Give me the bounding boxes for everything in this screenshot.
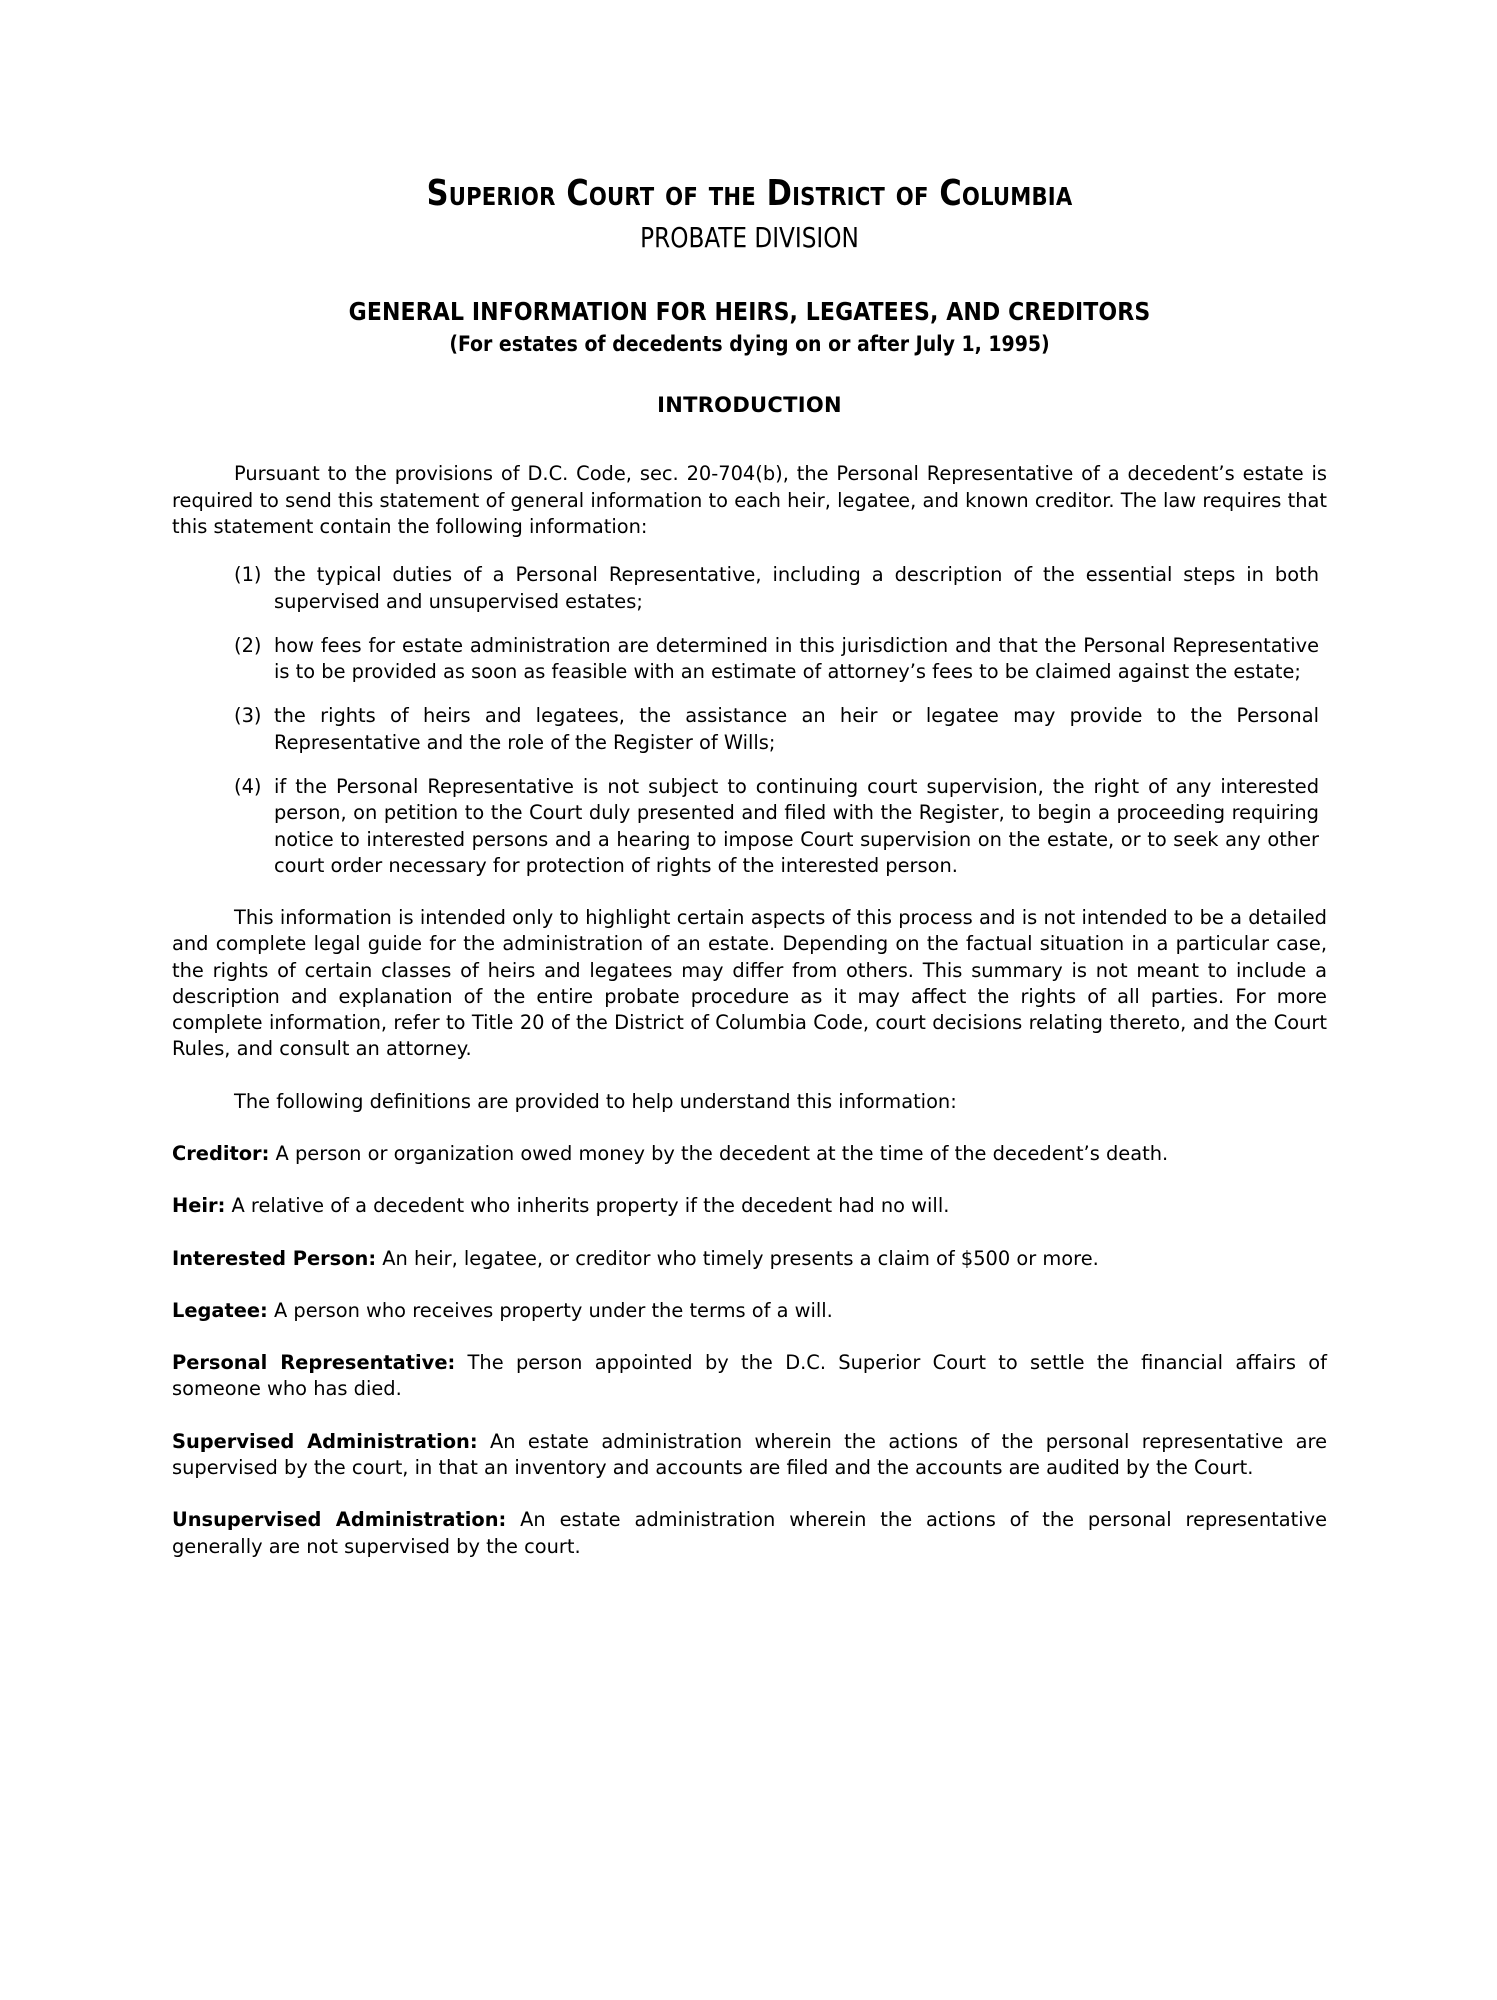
definition-entry <box>172 1429 1327 1482</box>
intro-paragraph-2: This information is intended only to highlight certain aspects of this process and is not intended to be a detailed and complete legal guide for the administration of an estate. Depending on the factual situation in a particular case, the rights of certain classes of heirs and legatees may differ from others. This summary is not meant to include a description and explanation of the entire probate procedure as it may affect the rights of all parties. For more complete information, refer to Title 20 of the District of Columbia Code, court decisions relating thereto, and the Court Rules, and consult an attorney. <box>172 906 1327 1061</box>
list-item <box>234 633 1319 686</box>
division-subtitle: PROBATE DIVISION <box>640 221 859 254</box>
definition-term: Creditor: <box>172 1142 270 1166</box>
list-item-text: the rights of heirs and legatees, the assistance an heir or legatee may provide to the Personal Representative and the role of the Register of Wills; <box>274 704 1319 754</box>
definition-term: Legatee: <box>172 1298 268 1322</box>
section-heading-introduction: INTRODUCTION <box>657 393 842 418</box>
definition-entry <box>172 1507 1327 1560</box>
definition-text: An estate administration wherein the actions of the personal representative generally are not supervised by the court. <box>172 1508 1327 1558</box>
definition-entry <box>172 1246 1327 1272</box>
definition-term: Supervised Administration: <box>172 1429 478 1453</box>
definition-text: A relative of a decedent who inherits property if the decedent had no will. <box>225 1194 950 1218</box>
requirements-list <box>172 562 1327 879</box>
list-item-marker: (1) <box>234 563 262 587</box>
list-item-marker: (2) <box>234 633 262 657</box>
list-item <box>234 703 1319 756</box>
definition-term: Heir: <box>172 1194 226 1218</box>
list-item-text: if the Personal Representative is not subject to continuing court supervision, the right of any interested person, on petition to the Court duly presented and filed with the Register, to begin a proceeding requiring notice to interested persons and a hearing to impose Court supervision on the estate, or to seek any other court order necessary for protection of rights of the interested person. <box>274 774 1319 877</box>
definition-entry <box>172 1350 1327 1403</box>
list-item-text: how fees for estate administration are determined in this jurisdiction and that the Personal Representative is to be provided as soon as feasible with an estimate of attorney’s fees to be claimed against the estate; <box>274 633 1319 684</box>
page-title: Superior Court of the District of Columbia <box>426 173 1073 214</box>
document-heading: GENERAL INFORMATION FOR HEIRS, LEGATEES, AND CREDITORS <box>348 297 1151 327</box>
spacer <box>172 417 1327 441</box>
intro-paragraph-3: The following definitions are provided to help understand this information: <box>234 1089 957 1113</box>
definition-text: A person who receives property under the terms of a will. <box>267 1298 833 1322</box>
definition-text: An heir, legatee, or creditor who timely presents a claim of $500 or more. <box>376 1246 1099 1270</box>
document-subheading: (For estates of decedents dying on or after July 1, 1995) <box>449 332 1050 357</box>
definition-entry <box>172 1141 1327 1167</box>
list-item <box>234 562 1319 615</box>
definition-entry <box>172 1298 1327 1324</box>
definition-term: Personal Representative: <box>172 1351 456 1375</box>
intro-paragraph-1: Pursuant to the provisions of D.C. Code, sec. 20-704(b), the Personal Representative of a decedent’s estate is required to send this statement of general information to each heir, legatee, and known creditor. The law requires that this statement contain the following information: <box>172 462 1327 538</box>
list-item-marker: (3) <box>234 704 262 728</box>
definition-text: A person or organization owed money by the decedent at the time of the decedent’s death. <box>269 1142 1169 1166</box>
definition-text: The person appointed by the D.C. Superior Court to settle the financial affairs of someone who has died. <box>172 1351 1327 1401</box>
list-item <box>234 774 1319 879</box>
definition-entry <box>172 1193 1327 1219</box>
definition-term: Unsupervised Administration: <box>172 1508 507 1532</box>
definition-text: An estate administration wherein the actions of the personal representative are supervised by the court, in that an inventory and accounts are filed and the accounts are audited by the Court. <box>172 1429 1327 1480</box>
list-item-text: the typical duties of a Personal Representative, including a description of the essential steps in both supervised and unsupervised estates; <box>274 563 1319 613</box>
list-item-marker: (4) <box>234 774 262 798</box>
definition-term: Interested Person: <box>172 1246 377 1270</box>
definitions-list <box>172 1141 1327 1560</box>
document-content <box>172 0 1327 1579</box>
